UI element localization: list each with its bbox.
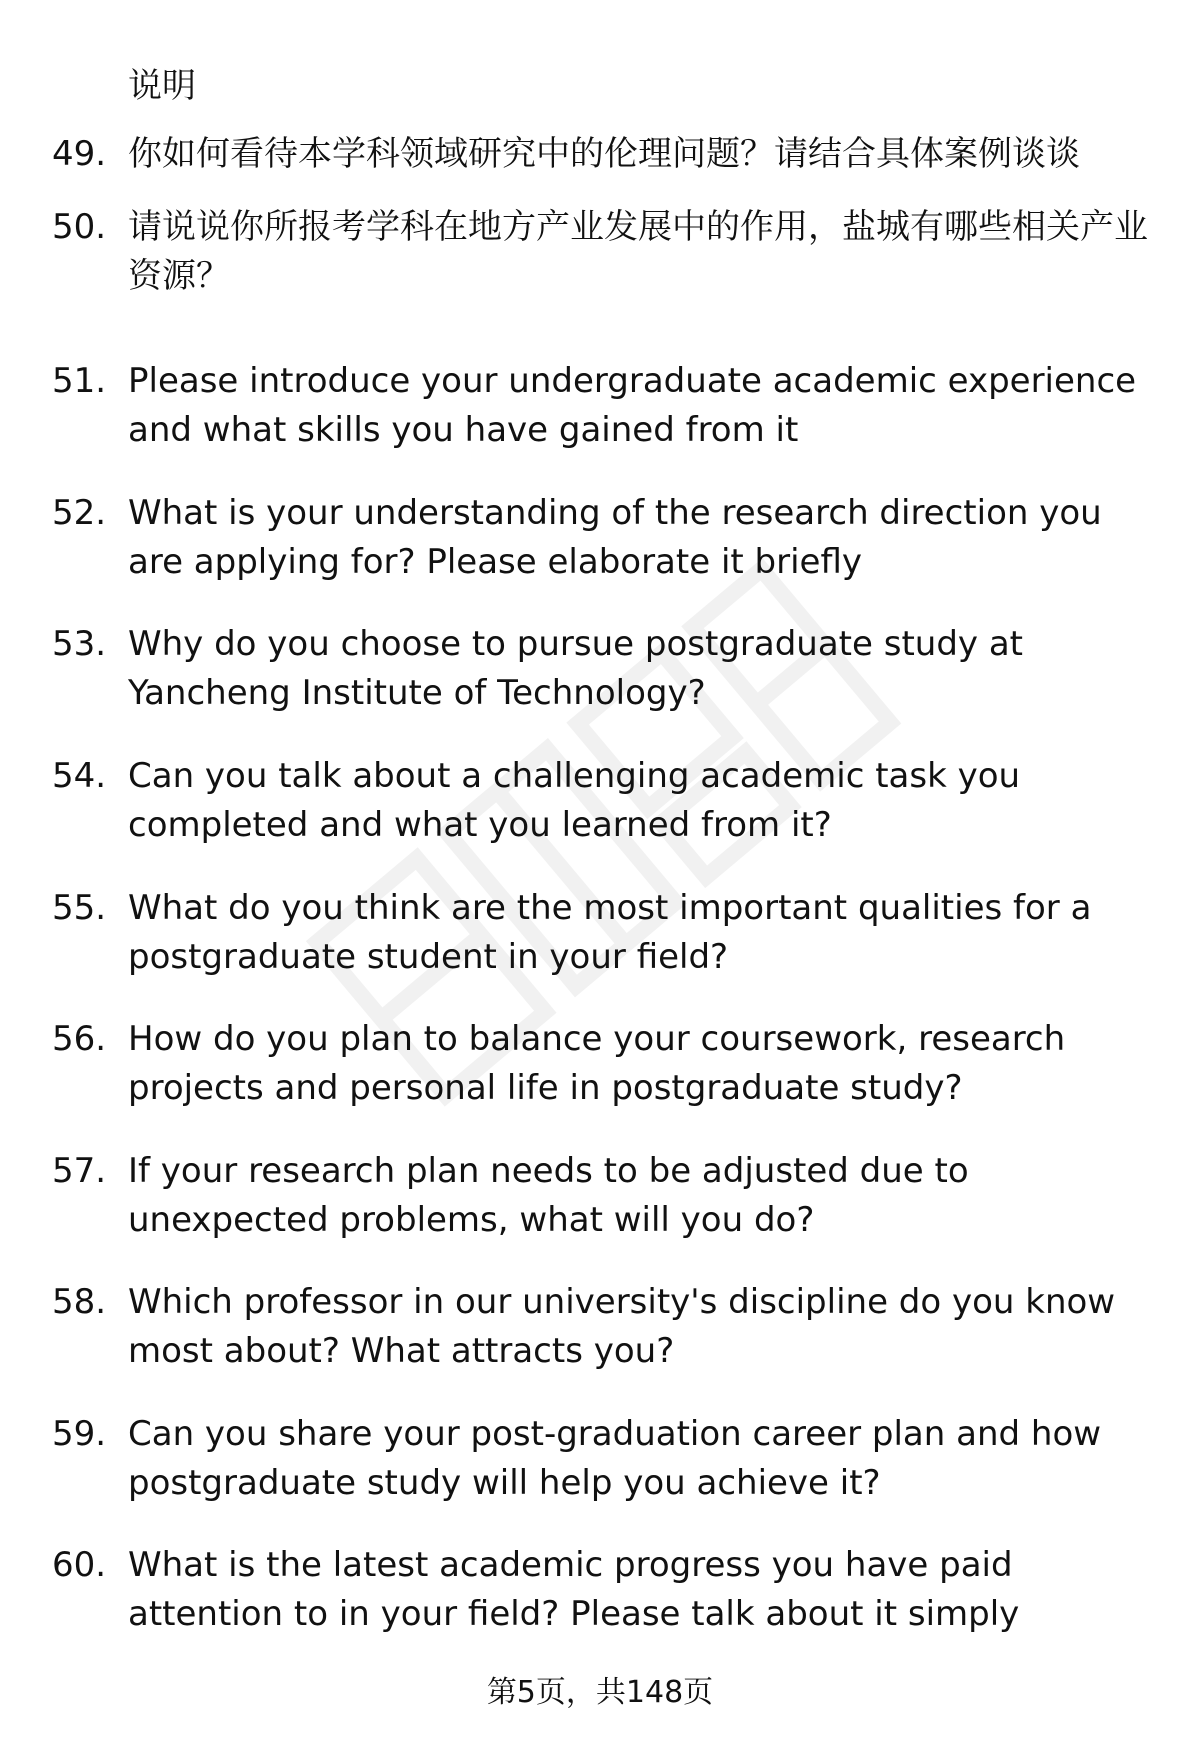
question-number: 53. (52, 624, 107, 664)
question-text: What do you think are the most important qualities for a postgraduate student in your field? (128, 888, 1092, 977)
question-text: If your research plan needs to be adjusted due to unexpected problems, what will you do? (128, 1151, 969, 1240)
question-number: 49. (52, 134, 107, 174)
question-number: 51. (52, 361, 107, 401)
page-footer: 第5页，共148页 (486, 1675, 714, 1710)
question-text: Why do you choose to pursue postgraduate study at Yancheng Institute of Technology? (128, 624, 1024, 713)
question-number: 52. (52, 493, 107, 533)
question-text: Please introduce your undergraduate academic experience and what skills you have gained from it (128, 361, 1137, 450)
question-text: How do you plan to balance your coursework, research projects and personal life in postgraduate study? (128, 1019, 1066, 1108)
question-number: 57. (52, 1151, 107, 1191)
question-text: Can you talk about a challenging academic task you completed and what you learned from it? (128, 756, 1021, 845)
question-text: Can you share your post-graduation career plan and how postgraduate study will help you achieve it? (128, 1414, 1102, 1503)
question-text: 你如何看待本学科领域研究中的伦理问题？请结合具体案例谈谈 (128, 134, 1080, 174)
continuation-text: 说明 (128, 66, 196, 106)
question-text: What is your understanding of the research direction you are applying for? Please elaborate it briefly (128, 493, 1102, 582)
question-number: 59. (52, 1414, 107, 1454)
question-number: 60. (52, 1545, 107, 1585)
question-number: 54. (52, 756, 107, 796)
question-text: What is the latest academic progress you have paid attention to in your field? Please talk about it simply (128, 1545, 1020, 1634)
question-number: 56. (52, 1019, 107, 1059)
question-number: 55. (52, 888, 107, 928)
question-number: 50. (52, 207, 107, 247)
question-text: Which professor in our university's discipline do you know most about? What attracts you? (128, 1282, 1116, 1371)
question-number: 58. (52, 1282, 107, 1322)
question-text: 请说说你所报考学科在地方产业发展中的作用，盐城有哪些相关产业资源？ (128, 207, 1148, 296)
